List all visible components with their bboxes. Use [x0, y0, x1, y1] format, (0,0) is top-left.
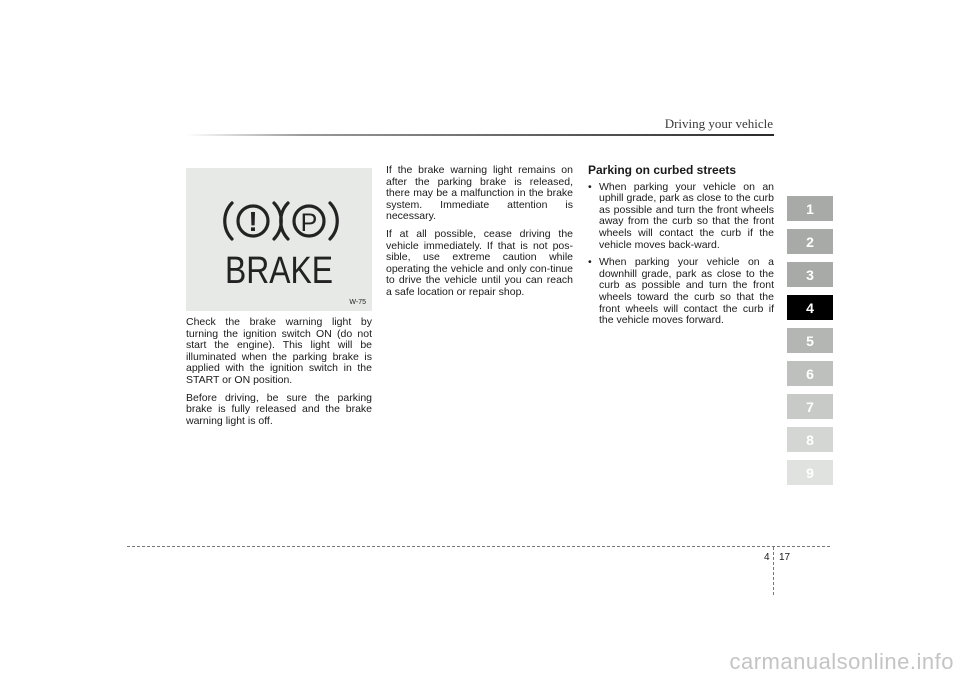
chapter-tab-7[interactable]: 7 — [787, 394, 833, 419]
footer-divider — [127, 546, 830, 547]
figure-code: W-75 — [349, 299, 366, 306]
paragraph: If at all possible, cease driving the vehicle immediately. If that is not pos-sible, use extreme caution while operating the vehicle and only con-tinue to drive the vehicle until you can reach a safe location or repair shop. — [386, 227, 573, 298]
brake-warning-figure — [186, 168, 372, 311]
chapter-tabs — [787, 196, 833, 493]
chapter-tab-9[interactable]: 9 — [787, 460, 833, 485]
paragraph: If the brake warning light remains on after the parking brake is released, there may be a malfunction in the brake system. Immediate attention is necessary. — [386, 164, 573, 223]
section-header: Driving your vehicle — [664, 116, 773, 131]
middle-column — [386, 165, 573, 305]
chapter-tab-1[interactable]: 1 — [787, 196, 833, 221]
section-heading: Parking on curbed streets — [588, 163, 737, 177]
chapter-tab-6[interactable]: 6 — [787, 361, 833, 386]
brake-warning-light-icon — [186, 168, 372, 311]
header-divider — [186, 134, 774, 136]
chapter-tab-2[interactable]: 2 — [787, 229, 833, 254]
left-column — [186, 317, 372, 433]
chapter-tab-4[interactable]: 4 — [787, 295, 833, 320]
brake-label: BRAKE — [225, 250, 333, 292]
paragraph: Check the brake warning light by turning the ignition switch ON (do not start the engine). This light will be illuminated when the parking brake is applied with the ignition switch in the START or ON position. — [186, 316, 372, 386]
chapter-tab-8[interactable]: 8 — [787, 427, 833, 452]
page-chapter-number: 4 — [764, 552, 770, 563]
page-number-divider — [773, 547, 774, 595]
bullet-list — [588, 182, 774, 327]
watermark: carmanualsonline.info — [729, 649, 954, 674]
list-item: • When parking your vehicle on an uphill grade, park as close to the curb as possible and turn the front wheels away from the curb so that the front wheels will contact the curb if the vehicle moves back-ward. — [588, 182, 774, 252]
right-column — [588, 165, 774, 333]
chapter-tab-5[interactable]: 5 — [787, 328, 833, 353]
list-item: • When parking your vehicle on a downhill grade, park as close to the curb as possible and turn the front wheels toward the curb so that the front wheels will contact the curb if the vehicle moves forward. — [588, 257, 774, 327]
page-number: 17 — [779, 552, 791, 563]
chapter-tab-3[interactable]: 3 — [787, 262, 833, 287]
parking-symbol: P — [300, 209, 318, 237]
paragraph: Before driving, be sure the parking brake is fully released and the brake warning light is off. — [186, 391, 372, 427]
exclamation-symbol: ! — [248, 206, 258, 237]
